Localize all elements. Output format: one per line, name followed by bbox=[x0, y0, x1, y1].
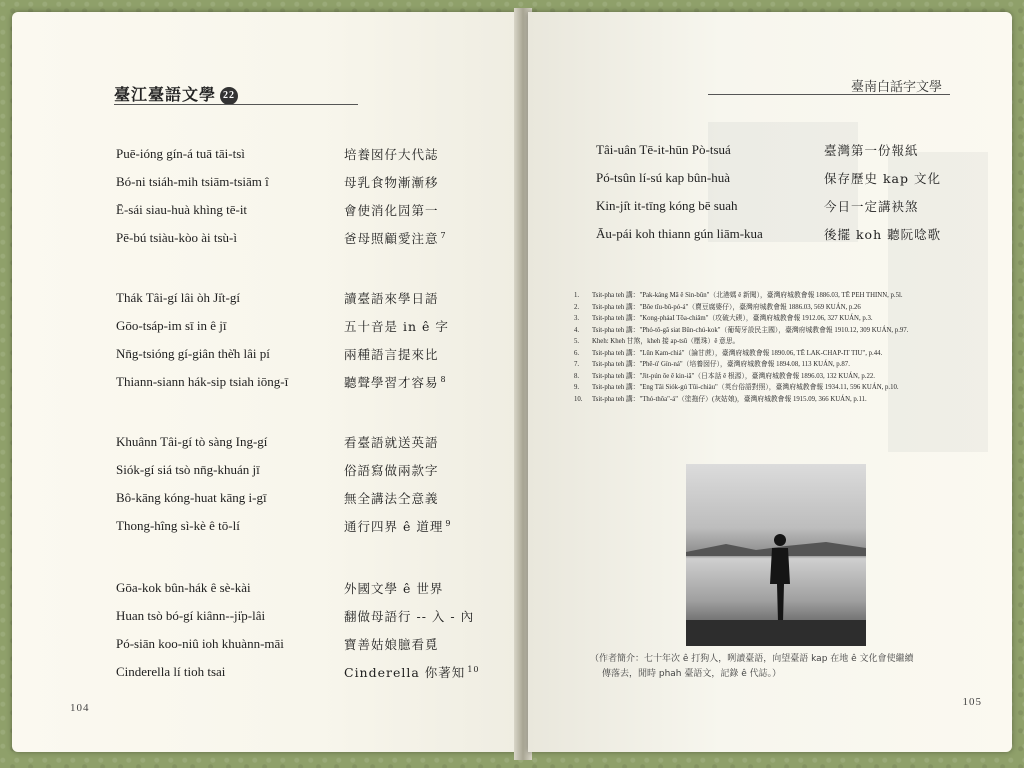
footnote-number: 4. bbox=[574, 326, 580, 334]
footnote bbox=[574, 371, 994, 383]
verse-line bbox=[116, 658, 506, 686]
hanzi-line: 母乳食物漸漸移 bbox=[344, 175, 439, 190]
hanzi-text bbox=[344, 489, 506, 507]
verse-line bbox=[116, 484, 506, 512]
romanized-text: Pó-siān koo-niû ioh khuànn-māi bbox=[116, 636, 284, 651]
verse-line bbox=[116, 512, 506, 540]
romanized-text: Āu-pái koh thiann gún liām-kua bbox=[596, 226, 763, 241]
shore bbox=[686, 620, 866, 646]
hanzi-text bbox=[344, 345, 506, 363]
hanzi-text bbox=[344, 173, 506, 191]
footnote-text: Tsit-pha teh 講："Pak-káng Mā ê Sin-bûn"（北港媽 ê 新聞），臺灣府城教會報 1886.03, TĒ PEH THINN, p.5l. bbox=[592, 292, 903, 299]
stanza bbox=[116, 574, 506, 686]
romanized-text: Gōa-kok bûn-hák ê sè-kài bbox=[116, 580, 251, 595]
footnote bbox=[574, 325, 994, 337]
romanized-text: Siók-gí siá tsò nn̄g-khuán jī bbox=[116, 462, 260, 477]
romanized-text: Huan tsò bó-gí kiânn--ji̍p-lâi bbox=[116, 608, 266, 623]
romanized-text: Pó-tsûn lí-sú kap bûn-huà bbox=[596, 170, 730, 185]
hanzi-text: 保存歷史 kap 文化 bbox=[824, 171, 941, 186]
hanzi-text bbox=[344, 289, 506, 307]
hanzi-line: 會使消化囥第一 bbox=[344, 203, 439, 218]
verse-line bbox=[596, 220, 996, 248]
footnote bbox=[574, 313, 994, 325]
footnote bbox=[574, 382, 994, 394]
footnote-number: 8. bbox=[574, 372, 580, 380]
footnote bbox=[574, 394, 994, 406]
verse-line bbox=[116, 140, 506, 168]
footnote-text: Tsit-pha teh 講："Eng Tâi Siók-gú Tūi-chiàu"（英台俗語對照），臺灣府城教會報 1934.11, 596 KUÁN, p.10. bbox=[592, 384, 899, 391]
author-caption bbox=[590, 652, 970, 682]
romanized-text: Cinderella lí tioh tsai bbox=[116, 664, 226, 679]
verse-line bbox=[116, 368, 506, 396]
footnote-number: 3. bbox=[574, 315, 580, 322]
caption-line: 傳落去，閒時 phah 臺語文，記錄 ê 代誌。） bbox=[602, 669, 782, 679]
footnote bbox=[574, 290, 994, 302]
author-photo bbox=[686, 464, 866, 646]
verse-line bbox=[116, 456, 506, 484]
verse-line bbox=[116, 340, 506, 368]
romanized-text: Pē-bú tsiàu-kòo ài tsù-ì bbox=[116, 230, 237, 245]
footnote-number: 6. bbox=[574, 349, 580, 357]
hanzi-line: 讀臺語來學日語 bbox=[344, 291, 439, 306]
romanized-text: Nn̄g-tsióng gí-giân thè̍h lâi pí bbox=[116, 346, 270, 361]
verse-line bbox=[596, 192, 996, 220]
footnote-number: 10. bbox=[574, 395, 583, 403]
hanzi-line: 外國文學 ê 世界 bbox=[344, 581, 444, 596]
hanzi-line: Cinderella 你著知 bbox=[344, 665, 466, 680]
hanzi-line: 無全講法仝意義 bbox=[344, 491, 439, 506]
hanzi-line: 看臺語就送英語 bbox=[344, 435, 439, 450]
hanzi-text bbox=[344, 201, 506, 219]
hanzi-line: 培養囡仔大代誌 bbox=[344, 147, 439, 162]
verse-line bbox=[116, 428, 506, 456]
hanzi-line: 翻做母語行 -- 入 - 內 bbox=[344, 609, 475, 624]
footnote-marker: 9 bbox=[445, 518, 452, 528]
hanzi-line: 寶善姑娘臆看覓 bbox=[344, 637, 439, 652]
footnote-marker: 10 bbox=[467, 664, 480, 674]
footnote bbox=[574, 359, 994, 371]
issue-badge: 22 bbox=[220, 87, 238, 105]
silhouette-figure bbox=[766, 532, 794, 624]
hanzi-text bbox=[344, 663, 506, 681]
book-spread bbox=[6, 8, 1018, 760]
verse-line bbox=[116, 196, 506, 224]
romanized-text: Kin-ji̍t it-tīng kóng bē suah bbox=[596, 198, 738, 213]
hanzi-text bbox=[344, 461, 506, 479]
stanza bbox=[116, 428, 506, 540]
stanza bbox=[116, 284, 506, 396]
verse-line bbox=[116, 312, 506, 340]
romanized-text: Thiann-siann hák-sip tsiah iōng-ī bbox=[116, 374, 289, 389]
hanzi-text bbox=[344, 635, 506, 653]
footnote-number: 9. bbox=[574, 384, 580, 391]
verse-line bbox=[116, 630, 506, 658]
caption-line: （作者簡介：七十年次 ê 打狗人，咧讀臺語，向望臺語 kap 在地 ê 文化會使繼續 bbox=[590, 654, 914, 664]
footnote bbox=[574, 336, 994, 348]
verse-line bbox=[596, 164, 996, 192]
footnote-marker: 7 bbox=[440, 230, 447, 240]
hanzi-line: 聽聲學習才容易 bbox=[344, 375, 439, 390]
footnote-number: 1. bbox=[574, 292, 580, 299]
poem-right bbox=[596, 136, 996, 248]
footnote-number: 7. bbox=[574, 361, 580, 368]
footnote-number: 5. bbox=[574, 338, 580, 345]
page-number-left: 104 bbox=[70, 702, 90, 714]
romanized-text: Ē-sái siau-huà khìng tē-it bbox=[116, 202, 248, 217]
romanized-text: Thák Tâi-gí lâi òh Ji̍t-gí bbox=[116, 290, 240, 305]
hanzi-line: 五十音是 in ê 字 bbox=[344, 319, 449, 334]
romanized-text: Gōo-tsáp-im sī in ê jī bbox=[116, 318, 227, 333]
verse-line bbox=[116, 224, 506, 252]
verse-line bbox=[116, 574, 506, 602]
verse-line bbox=[116, 168, 506, 196]
verse-line bbox=[116, 284, 506, 312]
hanzi-text bbox=[344, 229, 506, 247]
footnote-text: Tsit-pha teh 講："Kong-pháaI Tōa-chiâm"（攻破大碶），臺灣府城教會報 1912.06, 327 KUÁN, p.3. bbox=[592, 315, 873, 322]
romanized-text: Khuânn Tâi-gí tò sàng Ing-gí bbox=[116, 434, 268, 449]
footnote-text: Tsit-pha teh 講："Phē-ú' Gín-ná"（培養囡仔），臺灣府城教會報 1894.08, 113 KUÁN, p.87. bbox=[592, 361, 850, 368]
page-number-right: 105 bbox=[962, 696, 982, 708]
running-head-right: 臺南白話字文學 bbox=[850, 79, 942, 94]
romanized-text: Thong-hîng sì-kè ê tō-lí bbox=[116, 518, 240, 533]
hanzi-text bbox=[344, 373, 506, 391]
hanzi-text bbox=[344, 579, 506, 597]
romanized-text: Bó-ni tsiáh-mih tsiām-tsiām î bbox=[116, 174, 269, 189]
footnote-text: Tsit-pha teh 講："Thó-thôa"-á"（塗拖仔）(灰姑娘)，臺灣府城教會報 1915.09, 366 KUÁN, p.11. bbox=[592, 395, 867, 403]
hanzi-text bbox=[344, 607, 506, 625]
header-rule-left bbox=[114, 104, 358, 105]
footnote-marker: 8 bbox=[440, 374, 447, 384]
hanzi-text bbox=[344, 317, 506, 335]
hanzi-line: 俗語寫做兩款字 bbox=[344, 463, 439, 478]
footnote bbox=[574, 348, 994, 360]
hanzi-line: 通行四界 ê 道理 bbox=[344, 519, 444, 534]
verse-line bbox=[116, 602, 506, 630]
romanized-text: Bô-kāng kóng-huat kāng i-gī bbox=[116, 490, 267, 505]
footnote-text: Tsit-pha teh 講："Bôe tîu-bû-pó-á"（賣豆腐婆仔），臺灣府城教會報 1886.03, 569 KUÁN, p.26 bbox=[592, 303, 861, 311]
hanzi-text: 後擺 koh 聽阮唸歌 bbox=[824, 227, 942, 242]
footnote-text: Tsit-pha teh 講："Phó-tô-gâ siat Bûn-chú-kok"（葡萄牙設民主國），臺灣府城教會報 1910.12, 309 KUÁN, p.97. bbox=[592, 326, 909, 334]
footnote bbox=[574, 302, 994, 314]
hanzi-line: 爸母照顧愛注意 bbox=[344, 231, 439, 246]
verse-line bbox=[596, 136, 996, 164]
right-page bbox=[528, 12, 1012, 752]
footnote-number: 2. bbox=[574, 303, 580, 311]
romanized-text: Tâi-uân Tē-it-hūn Pò-tsuá bbox=[596, 142, 731, 157]
hanzi-line: 兩種語言提來比 bbox=[344, 347, 439, 362]
romanized-text: Puē-ióng gín-á tuā tāi-tsì bbox=[116, 146, 245, 161]
hanzi-text: 今日一定講袂煞 bbox=[824, 199, 919, 214]
hanzi-text bbox=[344, 145, 506, 163]
hanzi-text bbox=[344, 517, 506, 535]
left-page bbox=[12, 12, 518, 752]
journal-title: 臺江臺語文學 bbox=[114, 87, 217, 104]
stanza bbox=[116, 140, 506, 252]
running-head-left bbox=[114, 82, 238, 105]
footnote-text: Tsit-pha teh 講："Jit-pún ōe ê kin-iā"（日本話 ê 根源），臺灣府城教會報 1896.03, 132 KUÁN, p.22. bbox=[592, 372, 875, 380]
footnotes bbox=[574, 290, 994, 405]
footnote-text: Kheh: Kheh 甘煞，kheh 接 ap-tsû（壓珠）ê 意思。 bbox=[592, 338, 740, 345]
hanzi-text: 臺灣第一份報紙 bbox=[824, 143, 919, 158]
header-rule-right bbox=[708, 94, 950, 95]
footnote-text: Tsit-pha teh 講："Lūn Kam-chiá"（論甘蔗），臺灣府城教會報 1890.06, TĒ LAK-CHAP-IT TIU", p.44. bbox=[592, 349, 883, 357]
hanzi-text bbox=[344, 433, 506, 451]
